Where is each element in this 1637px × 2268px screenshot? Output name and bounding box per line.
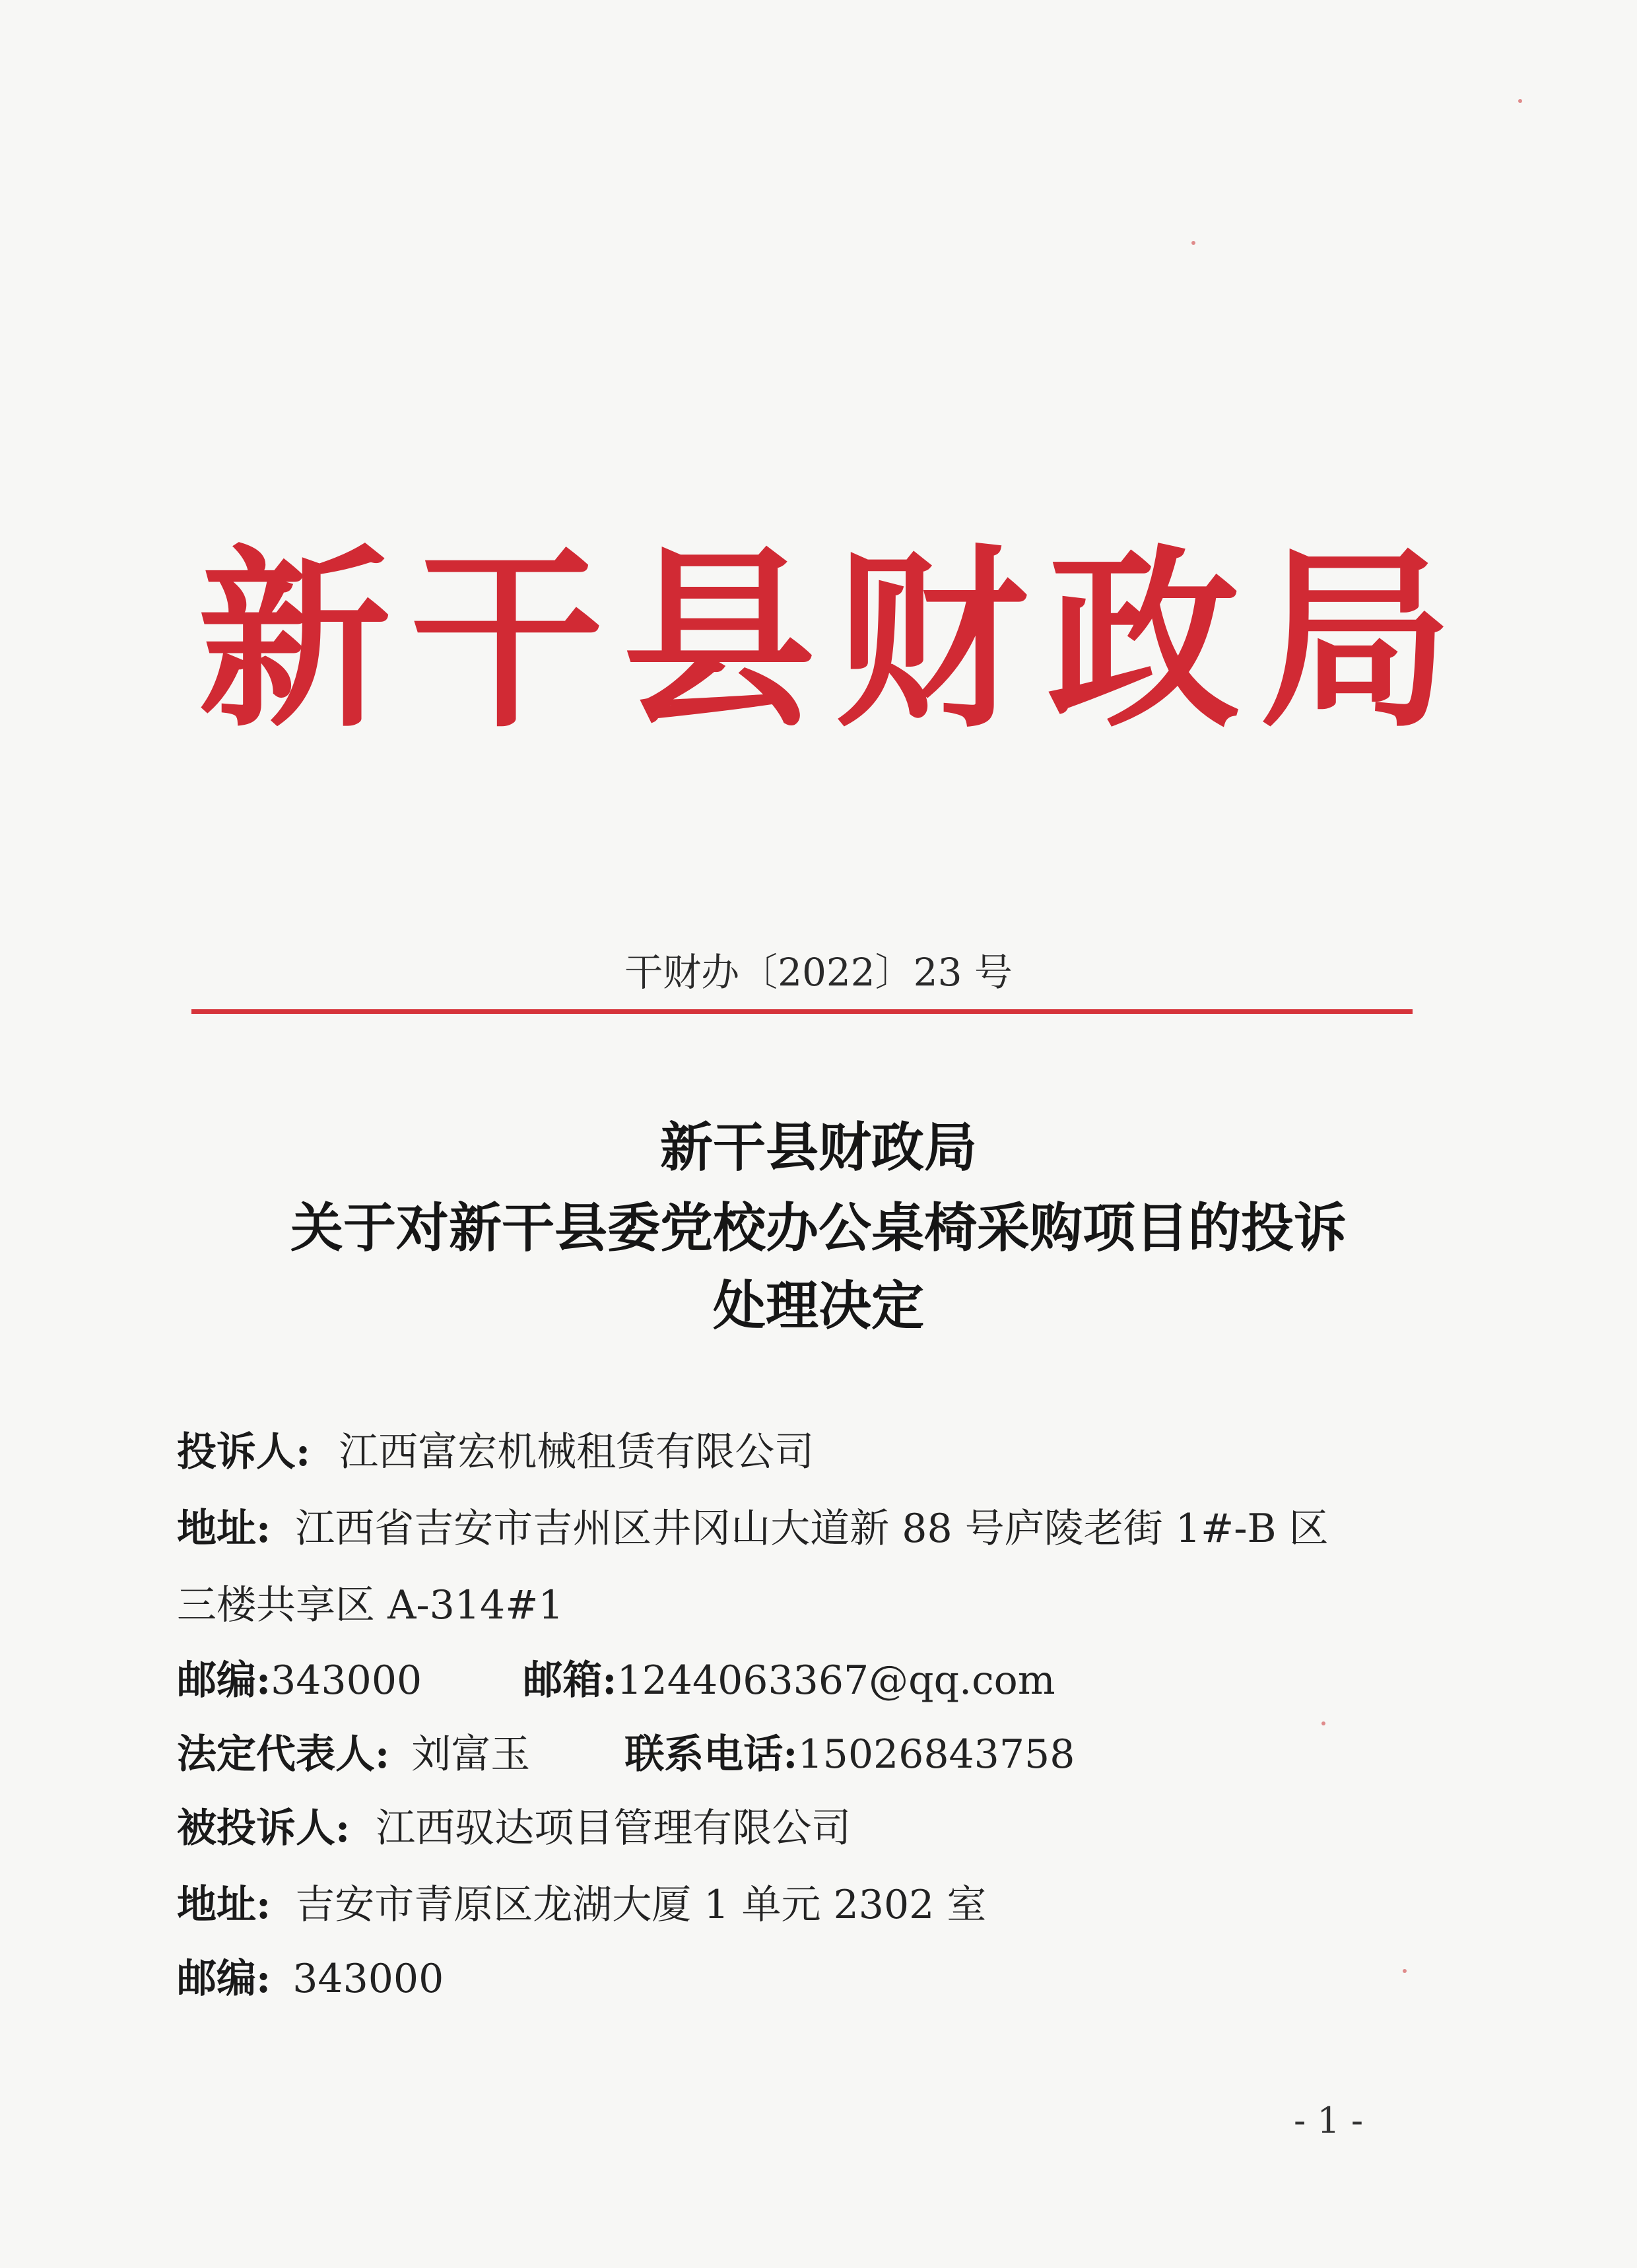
complainant-address-line2: 三楼共享区 A-314#1	[177, 1582, 564, 1628]
header-char: 政	[1047, 527, 1240, 753]
complainant-address-line1: 江西省吉安市吉州区井冈山大道新 88 号庐陵老街 1#-B 区	[295, 1506, 1329, 1552]
document-title-line-2: 关于对新干县委党校办公桌椅采购项目的投诉	[290, 1197, 1347, 1259]
respondent-label: 被投诉人:	[177, 1805, 351, 1851]
complainant-email: 1244063367@qq.com	[617, 1657, 1055, 1704]
respondent-address-label: 地址:	[177, 1882, 271, 1928]
complainant-address-row	[177, 1504, 1329, 1554]
red-divider-line	[191, 1009, 1413, 1014]
header-char: 新	[198, 527, 391, 753]
phone-number: 15026843758	[797, 1731, 1075, 1778]
header-char: 干	[410, 527, 603, 753]
respondent-name: 江西驭达项目管理有限公司	[376, 1805, 852, 1851]
header-char: 局	[1259, 527, 1452, 753]
complainant-postcode: 343000	[271, 1657, 422, 1704]
complainant-address-label: 地址:	[177, 1506, 271, 1552]
header-char: 财	[834, 527, 1028, 753]
respondent-row	[177, 1803, 851, 1853]
complainant-label: 投诉人:	[177, 1429, 311, 1475]
legal-rep-name: 刘富玉	[411, 1731, 531, 1778]
legal-rep-label: 法定代表人:	[177, 1731, 390, 1778]
phone-label: 联系电话:	[624, 1731, 798, 1778]
document-title-line-3: 处理决定	[713, 1275, 924, 1337]
complainant-postcode-label: 邮编:	[177, 1657, 271, 1704]
scan-speck	[1403, 1969, 1407, 1973]
respondent-postcode-label: 邮编:	[177, 1956, 271, 2002]
complainant-row	[177, 1427, 814, 1477]
document-number: 干财办〔2022〕23 号	[624, 950, 1013, 995]
complainant-contact-row	[177, 1655, 1055, 1706]
respondent-postcode-row	[177, 1954, 444, 2004]
scan-speck	[1518, 99, 1522, 103]
page-number: - 1 -	[1294, 2100, 1364, 2141]
complainant-email-label: 邮箱:	[523, 1657, 617, 1704]
scan-speck	[1321, 1721, 1325, 1725]
complainant-name: 江西富宏机械租赁有限公司	[339, 1429, 815, 1475]
header-char: 县	[622, 527, 816, 753]
scan-speck	[1191, 241, 1195, 245]
legal-representative-row	[177, 1729, 1075, 1780]
issuing-authority-header	[198, 527, 1452, 753]
respondent-address-row	[177, 1880, 986, 1930]
respondent-address: 吉安市青原区龙湖大厦 1 单元 2302 室	[295, 1882, 987, 1928]
document-title-line-1: 新干县财政局	[660, 1116, 977, 1178]
respondent-postcode: 343000	[292, 1956, 444, 2002]
